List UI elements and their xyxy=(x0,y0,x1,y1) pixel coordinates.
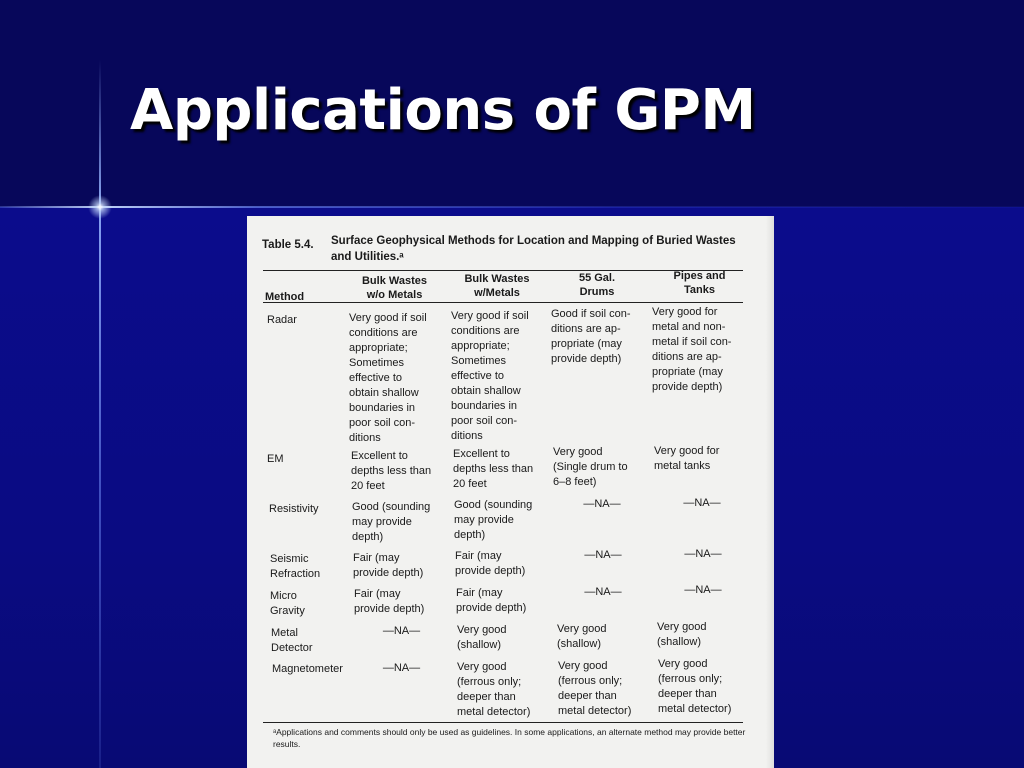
header-pipes-and-tanks: Pipes and Tanks xyxy=(673,270,726,296)
table-number: Table 5.4. xyxy=(262,239,314,251)
table-cell: Fair (may provide depth) xyxy=(353,552,424,579)
decorative-vertical-line xyxy=(99,60,101,768)
table-cell: Very good (shallow) xyxy=(657,621,707,648)
header-bulk-wastes-with-metals: Bulk Wastes w/Metals xyxy=(464,273,530,299)
table-cell: —NA— xyxy=(583,498,621,510)
table-cell: —NA— xyxy=(684,584,722,596)
table-cell: —NA— xyxy=(382,662,421,674)
table-cell: Very good (shallow) xyxy=(457,624,507,651)
table-rule-bottom xyxy=(263,722,743,723)
table-cell: Very good (ferrous only; deeper than metal detector) xyxy=(558,660,632,717)
table-cell: —NA— xyxy=(382,625,421,637)
table-cell: Very good (ferrous only; deeper than metal detector) xyxy=(457,661,531,718)
table-cell: Very good for metal tanks xyxy=(654,445,720,472)
header-bulk-wastes-without-metals: Bulk Wastes w/o Metals xyxy=(361,275,427,301)
table-cell: —NA— xyxy=(683,497,721,509)
table-rule-header xyxy=(263,302,743,303)
method-cell: EM xyxy=(267,453,284,465)
method-cell: Seismic Refraction xyxy=(270,553,321,580)
table-footnote: ᵃApplications and comments should only be used as guidelines. In some applications, an alternate method may provide better results. xyxy=(273,727,746,749)
table-cell: Excellent to depths less than 20 feet xyxy=(453,448,534,490)
method-cell: Micro Gravity xyxy=(270,590,305,617)
table-cell: Fair (may provide depth) xyxy=(455,550,526,577)
table-cell: Very good if soil conditions are appropriate; Sometimes effective to obtain shallow boundaries in poor soil con- ditions xyxy=(349,312,427,444)
table-cell: Good (sounding may provide depth) xyxy=(454,499,533,541)
header-method: Method xyxy=(265,291,305,303)
table-cell: Good if soil con- ditions are ap- propriate (may provide depth) xyxy=(551,308,631,365)
table-cell: Fair (may provide depth) xyxy=(354,588,425,615)
method-cell: Radar xyxy=(267,314,297,326)
scanned-table-image xyxy=(247,216,774,768)
table-cell: Excellent to depths less than 20 feet xyxy=(351,450,432,492)
sparkle-icon xyxy=(86,193,114,221)
scan-page-edge xyxy=(766,216,774,768)
table-cell: Fair (may provide depth) xyxy=(456,587,527,614)
table-cell: Very good for metal and non- metal if soil con- ditions are ap- propriate (may provide depth) xyxy=(652,306,732,393)
slide-title: Applications of GPM xyxy=(130,78,756,143)
method-cell: Magnetometer xyxy=(272,663,343,675)
decorative-horizontal-line xyxy=(0,206,1024,208)
header-55-gal-drums: 55 Gal. Drums xyxy=(578,272,616,298)
table-cell: —NA— xyxy=(584,549,622,561)
table-cell: Very good (Single drum to 6–8 feet) xyxy=(553,446,628,488)
table-cell: —NA— xyxy=(584,586,622,598)
table-cell: —NA— xyxy=(684,548,722,560)
table-cell: Very good (shallow) xyxy=(557,623,607,650)
method-cell: Metal Detector xyxy=(271,627,313,654)
table-cell: Very good if soil conditions are appropriate; Sometimes effective to obtain shallow boundaries in poor soil con- ditions xyxy=(451,310,529,442)
table-caption: Surface Geophysical Methods for Location and Mapping of Buried Wastes and Utilities.ᵃ xyxy=(331,235,736,263)
method-cell: Resistivity xyxy=(269,503,319,515)
table-cell: Very good (ferrous only; deeper than metal detector) xyxy=(658,658,732,715)
table-cell: Good (sounding may provide depth) xyxy=(352,501,431,543)
